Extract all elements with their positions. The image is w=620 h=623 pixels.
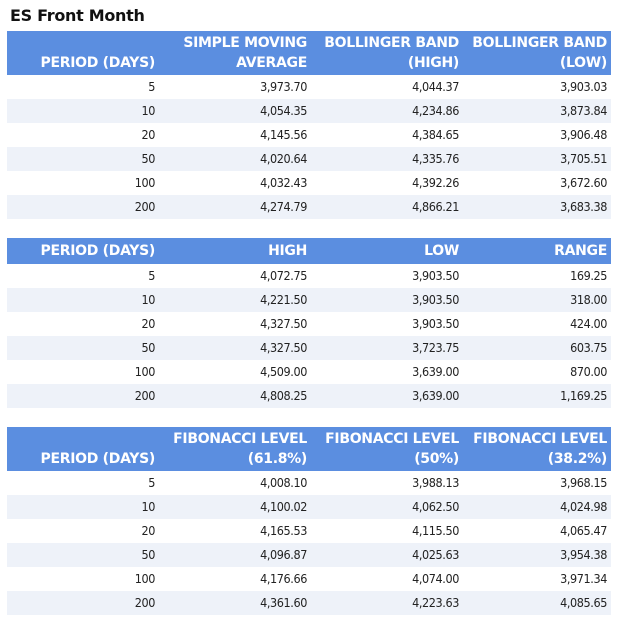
value-cell: 318.00 bbox=[463, 288, 611, 312]
value-cell: 4,062.50 bbox=[311, 495, 463, 519]
value-cell: 4,024.98 bbox=[463, 495, 611, 519]
column-header-line2: (HIGH) bbox=[407, 55, 459, 71]
value-cell: 3,683.38 bbox=[463, 195, 611, 219]
value-cell: 4,176.66 bbox=[159, 567, 311, 591]
value-cell: 4,392.26 bbox=[311, 171, 463, 195]
value-cell: 4,866.21 bbox=[311, 195, 463, 219]
period-cell: 200 bbox=[7, 384, 159, 408]
value-cell: 4,072.75 bbox=[159, 264, 311, 288]
table-row bbox=[7, 384, 611, 408]
column-header-line1: BOLLINGER BAND bbox=[324, 35, 459, 51]
value-cell: 4,335.76 bbox=[311, 147, 463, 171]
column-header-line2: PERIOD (DAYS) bbox=[40, 55, 155, 71]
page-title: ES Front Month bbox=[10, 6, 145, 25]
column-header-line1: FIBONACCI LEVEL bbox=[325, 431, 459, 447]
value-cell: 3,973.70 bbox=[159, 75, 311, 99]
moving-average-table bbox=[7, 31, 611, 219]
value-cell: 4,509.00 bbox=[159, 360, 311, 384]
value-cell: 4,361.60 bbox=[159, 591, 311, 615]
table-row bbox=[7, 495, 611, 519]
value-cell: 4,165.53 bbox=[159, 519, 311, 543]
value-cell: 4,008.10 bbox=[159, 471, 311, 495]
value-cell: 4,223.63 bbox=[311, 591, 463, 615]
value-cell: 3,639.00 bbox=[311, 360, 463, 384]
column-header-line1: FIBONACCI LEVEL bbox=[173, 431, 307, 447]
table-row bbox=[7, 123, 611, 147]
value-cell: 3,968.15 bbox=[463, 471, 611, 495]
value-cell: 4,808.25 bbox=[159, 384, 311, 408]
table-row bbox=[7, 567, 611, 591]
value-cell: 4,221.50 bbox=[159, 288, 311, 312]
table-row bbox=[7, 264, 611, 288]
table-row bbox=[7, 471, 611, 495]
period-cell: 5 bbox=[7, 264, 159, 288]
header-row bbox=[7, 31, 611, 75]
value-cell: 4,054.35 bbox=[159, 99, 311, 123]
value-cell: 4,327.50 bbox=[159, 336, 311, 360]
high-low-range-table bbox=[7, 238, 611, 408]
table-row bbox=[7, 171, 611, 195]
table-row bbox=[7, 147, 611, 171]
period-cell: 200 bbox=[7, 195, 159, 219]
table-row bbox=[7, 195, 611, 219]
value-cell: 4,020.64 bbox=[159, 147, 311, 171]
value-cell: 4,145.56 bbox=[159, 123, 311, 147]
column-header bbox=[463, 238, 611, 264]
value-cell: 3,903.03 bbox=[463, 75, 611, 99]
column-header bbox=[159, 31, 311, 75]
column-header bbox=[463, 31, 611, 75]
value-cell: 4,096.87 bbox=[159, 543, 311, 567]
period-cell: 10 bbox=[7, 288, 159, 312]
value-cell: 603.75 bbox=[463, 336, 611, 360]
column-header bbox=[311, 427, 463, 471]
column-header-line2: LOW bbox=[424, 243, 459, 259]
period-cell: 20 bbox=[7, 123, 159, 147]
value-cell: 3,903.50 bbox=[311, 264, 463, 288]
value-cell: 4,025.63 bbox=[311, 543, 463, 567]
value-cell: 3,906.48 bbox=[463, 123, 611, 147]
column-header bbox=[311, 238, 463, 264]
period-cell: 10 bbox=[7, 495, 159, 519]
value-cell: 4,384.65 bbox=[311, 123, 463, 147]
table-row bbox=[7, 336, 611, 360]
column-header-line2: (38.2%) bbox=[547, 451, 607, 467]
value-cell: 3,903.50 bbox=[311, 312, 463, 336]
value-cell: 4,115.50 bbox=[311, 519, 463, 543]
period-cell: 50 bbox=[7, 147, 159, 171]
column-header bbox=[7, 238, 159, 264]
period-cell: 5 bbox=[7, 75, 159, 99]
column-header bbox=[159, 427, 311, 471]
value-cell: 3,639.00 bbox=[311, 384, 463, 408]
column-header bbox=[311, 31, 463, 75]
value-cell: 424.00 bbox=[463, 312, 611, 336]
value-cell: 169.25 bbox=[463, 264, 611, 288]
table-row bbox=[7, 591, 611, 615]
column-header-line2: RANGE bbox=[554, 243, 607, 259]
column-header bbox=[159, 238, 311, 264]
value-cell: 3,903.50 bbox=[311, 288, 463, 312]
period-cell: 100 bbox=[7, 567, 159, 591]
value-cell: 4,327.50 bbox=[159, 312, 311, 336]
column-header-line1: BOLLINGER BAND bbox=[472, 35, 607, 51]
value-cell: 1,169.25 bbox=[463, 384, 611, 408]
value-cell: 4,032.43 bbox=[159, 171, 311, 195]
table-row bbox=[7, 519, 611, 543]
table-row bbox=[7, 543, 611, 567]
value-cell: 3,672.60 bbox=[463, 171, 611, 195]
table-row bbox=[7, 288, 611, 312]
value-cell: 3,873.84 bbox=[463, 99, 611, 123]
period-cell: 50 bbox=[7, 336, 159, 360]
column-header-line2: HIGH bbox=[268, 243, 307, 259]
value-cell: 4,274.79 bbox=[159, 195, 311, 219]
table-row bbox=[7, 360, 611, 384]
column-header bbox=[7, 31, 159, 75]
column-header bbox=[463, 427, 611, 471]
column-header bbox=[7, 427, 159, 471]
column-header-line2: PERIOD (DAYS) bbox=[40, 451, 155, 467]
period-cell: 20 bbox=[7, 519, 159, 543]
value-cell: 3,705.51 bbox=[463, 147, 611, 171]
period-cell: 10 bbox=[7, 99, 159, 123]
column-header-line2: (50%) bbox=[414, 451, 459, 467]
period-cell: 50 bbox=[7, 543, 159, 567]
value-cell: 3,954.38 bbox=[463, 543, 611, 567]
column-header-line2: (61.8%) bbox=[247, 451, 307, 467]
value-cell: 4,234.86 bbox=[311, 99, 463, 123]
table-row bbox=[7, 99, 611, 123]
value-cell: 3,988.13 bbox=[311, 471, 463, 495]
value-cell: 3,971.34 bbox=[463, 567, 611, 591]
column-header-line2: AVERAGE bbox=[236, 55, 307, 71]
value-cell: 870.00 bbox=[463, 360, 611, 384]
fibonacci-level-table bbox=[7, 427, 611, 615]
value-cell: 4,074.00 bbox=[311, 567, 463, 591]
value-cell: 4,085.65 bbox=[463, 591, 611, 615]
period-cell: 200 bbox=[7, 591, 159, 615]
value-cell: 3,723.75 bbox=[311, 336, 463, 360]
column-header-line1: SIMPLE MOVING bbox=[183, 35, 307, 51]
column-header-line1: FIBONACCI LEVEL bbox=[473, 431, 607, 447]
period-cell: 100 bbox=[7, 360, 159, 384]
value-cell: 4,044.37 bbox=[311, 75, 463, 99]
period-cell: 5 bbox=[7, 471, 159, 495]
header-row bbox=[7, 238, 611, 264]
table-row bbox=[7, 75, 611, 99]
column-header-line2: (LOW) bbox=[559, 55, 607, 71]
period-cell: 20 bbox=[7, 312, 159, 336]
period-cell: 100 bbox=[7, 171, 159, 195]
column-header-line2: PERIOD (DAYS) bbox=[40, 243, 155, 259]
value-cell: 4,065.47 bbox=[463, 519, 611, 543]
value-cell: 4,100.02 bbox=[159, 495, 311, 519]
table-row bbox=[7, 312, 611, 336]
header-row bbox=[7, 427, 611, 471]
